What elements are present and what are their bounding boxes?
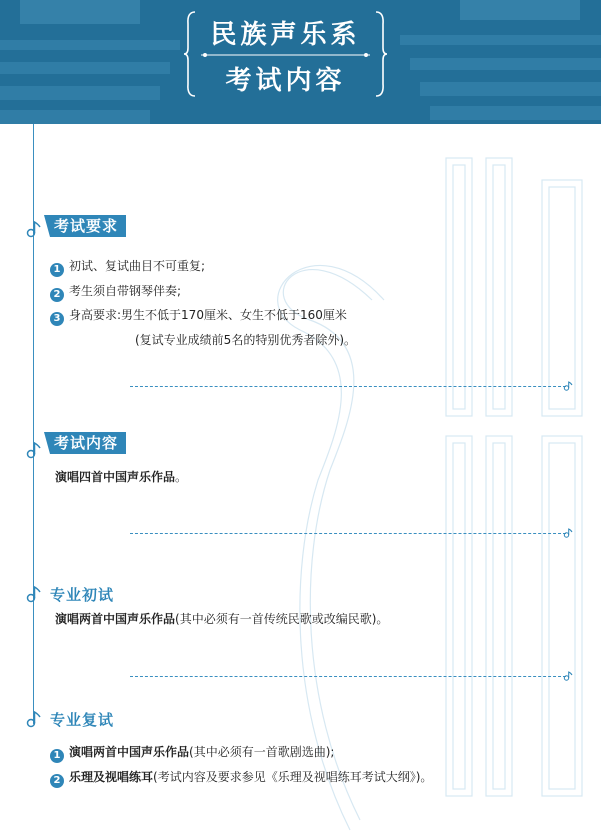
title-divider xyxy=(201,52,370,58)
dashed-divider xyxy=(130,676,566,677)
music-note-icon xyxy=(563,671,573,681)
retest-bold: 演唱两首中国声乐作品 xyxy=(69,745,190,759)
section-heading-requirements: 考试要求 xyxy=(50,215,126,237)
right-brace-icon xyxy=(374,10,388,98)
timeline-line xyxy=(33,124,34,724)
music-note-icon xyxy=(25,220,43,238)
retest-bold: 乐理及视唱练耳 xyxy=(69,770,154,784)
content-bold: 演唱四首中国声乐作品 xyxy=(55,470,176,484)
retest-rest: (考试内容及要求参见《乐理及视唱练耳考试大纲》)。 xyxy=(153,770,433,784)
banner-title-block xyxy=(183,8,388,104)
requirement-item-2 xyxy=(50,282,181,302)
retest-rest: (其中必须有一首歌剧选曲); xyxy=(189,745,335,759)
prelim-text xyxy=(55,610,388,627)
requirement-text: 初试、复试曲目不可重复; xyxy=(69,259,206,273)
music-note-icon xyxy=(563,528,573,538)
number-badge: 1 xyxy=(50,749,64,763)
music-note-icon xyxy=(25,710,43,728)
requirement-item-3 xyxy=(50,306,347,326)
page-title-line2: 考试内容 xyxy=(225,66,346,96)
prelim-rest: (其中必须有一首传统民歌或改编民歌)。 xyxy=(175,612,389,626)
section-heading-retest: 专业复试 xyxy=(50,711,115,729)
music-note-icon xyxy=(563,381,573,391)
content-rest: 。 xyxy=(175,470,188,484)
dashed-divider xyxy=(130,533,566,534)
retest-item-1 xyxy=(50,743,334,763)
prelim-bold: 演唱两首中国声乐作品 xyxy=(55,612,176,626)
music-note-icon xyxy=(25,585,43,603)
music-note-icon xyxy=(25,441,43,459)
requirement-item-1 xyxy=(50,257,205,277)
retest-item-2 xyxy=(50,768,432,788)
dashed-divider xyxy=(130,386,566,387)
section-heading-prelim: 专业初试 xyxy=(50,586,115,604)
content-text xyxy=(55,468,187,485)
number-badge: 2 xyxy=(50,774,64,788)
page-title-line1: 民族声乐系 xyxy=(210,20,361,50)
requirement-text: 考生须自带钢琴伴奏; xyxy=(69,284,182,298)
requirement-text: 身高要求:男生不低于170厘米、女生不低于160厘米 xyxy=(69,308,347,322)
number-badge: 2 xyxy=(50,288,64,302)
header-banner xyxy=(0,0,601,124)
requirement-note: (复试专业成绩前5名的特别优秀者除外)。 xyxy=(135,333,356,347)
section-heading-content: 考试内容 xyxy=(50,432,126,454)
number-badge: 3 xyxy=(50,312,64,326)
number-badge: 1 xyxy=(50,263,64,277)
